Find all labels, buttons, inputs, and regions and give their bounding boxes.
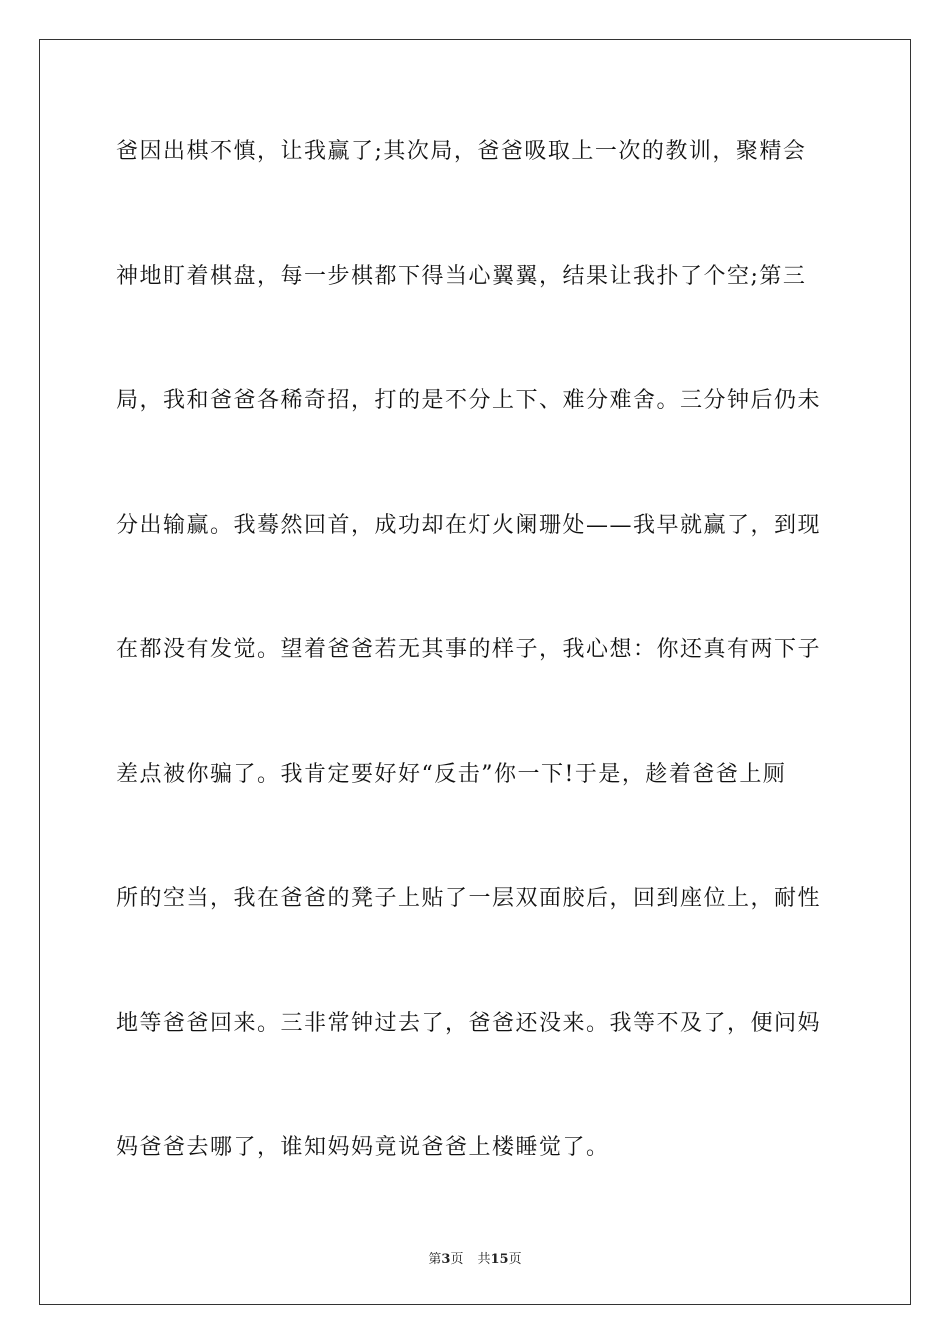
text-line: 地等爸爸回来。三非常钟过去了，爸爸还没来。我等不及了，便问妈 xyxy=(116,1010,822,1036)
text-line: 妈爸爸去哪了，谁知妈妈竟说爸爸上楼睡觉了。 xyxy=(116,1135,610,1160)
total-pages: 15 xyxy=(490,1252,509,1267)
text-line: 爸因出棋不慎，让我赢了;其次局，爸爸吸取上一次的教训，聚精会 xyxy=(116,139,807,164)
page-suffix: 页 xyxy=(450,1252,464,1267)
text-line: 神地盯着棋盘，每一步棋都下得当心翼翼，结果让我扑了个空;第三 xyxy=(116,263,807,289)
text-line: 分出输赢。我蓦然回首，成功却在灯火阑珊处——我早就赢了，到现 xyxy=(116,512,822,538)
page-prefix: 第 xyxy=(428,1252,442,1267)
text-line: 所的空当，我在爸爸的凳子上贴了一层双面胶后，回到座位上，耐性 xyxy=(116,886,822,911)
text-line: 在都没有发觉。望着爸爸若无其事的样子，我心想：你还真有两下子 xyxy=(116,637,822,662)
body-text xyxy=(116,128,836,1249)
text-line: 局，我和爸爸各稀奇招，打的是不分上下、难分难舍。三分钟后仍未 xyxy=(116,388,822,413)
total-prefix: 共 xyxy=(477,1252,491,1267)
page-footer xyxy=(0,1248,950,1267)
page-number: 3 xyxy=(441,1252,451,1267)
text-line: 差点被你骗了。我肯定要好好“反击”你一下!于是，趁着爸爸上厕 xyxy=(116,761,787,787)
total-suffix: 页 xyxy=(508,1252,522,1267)
